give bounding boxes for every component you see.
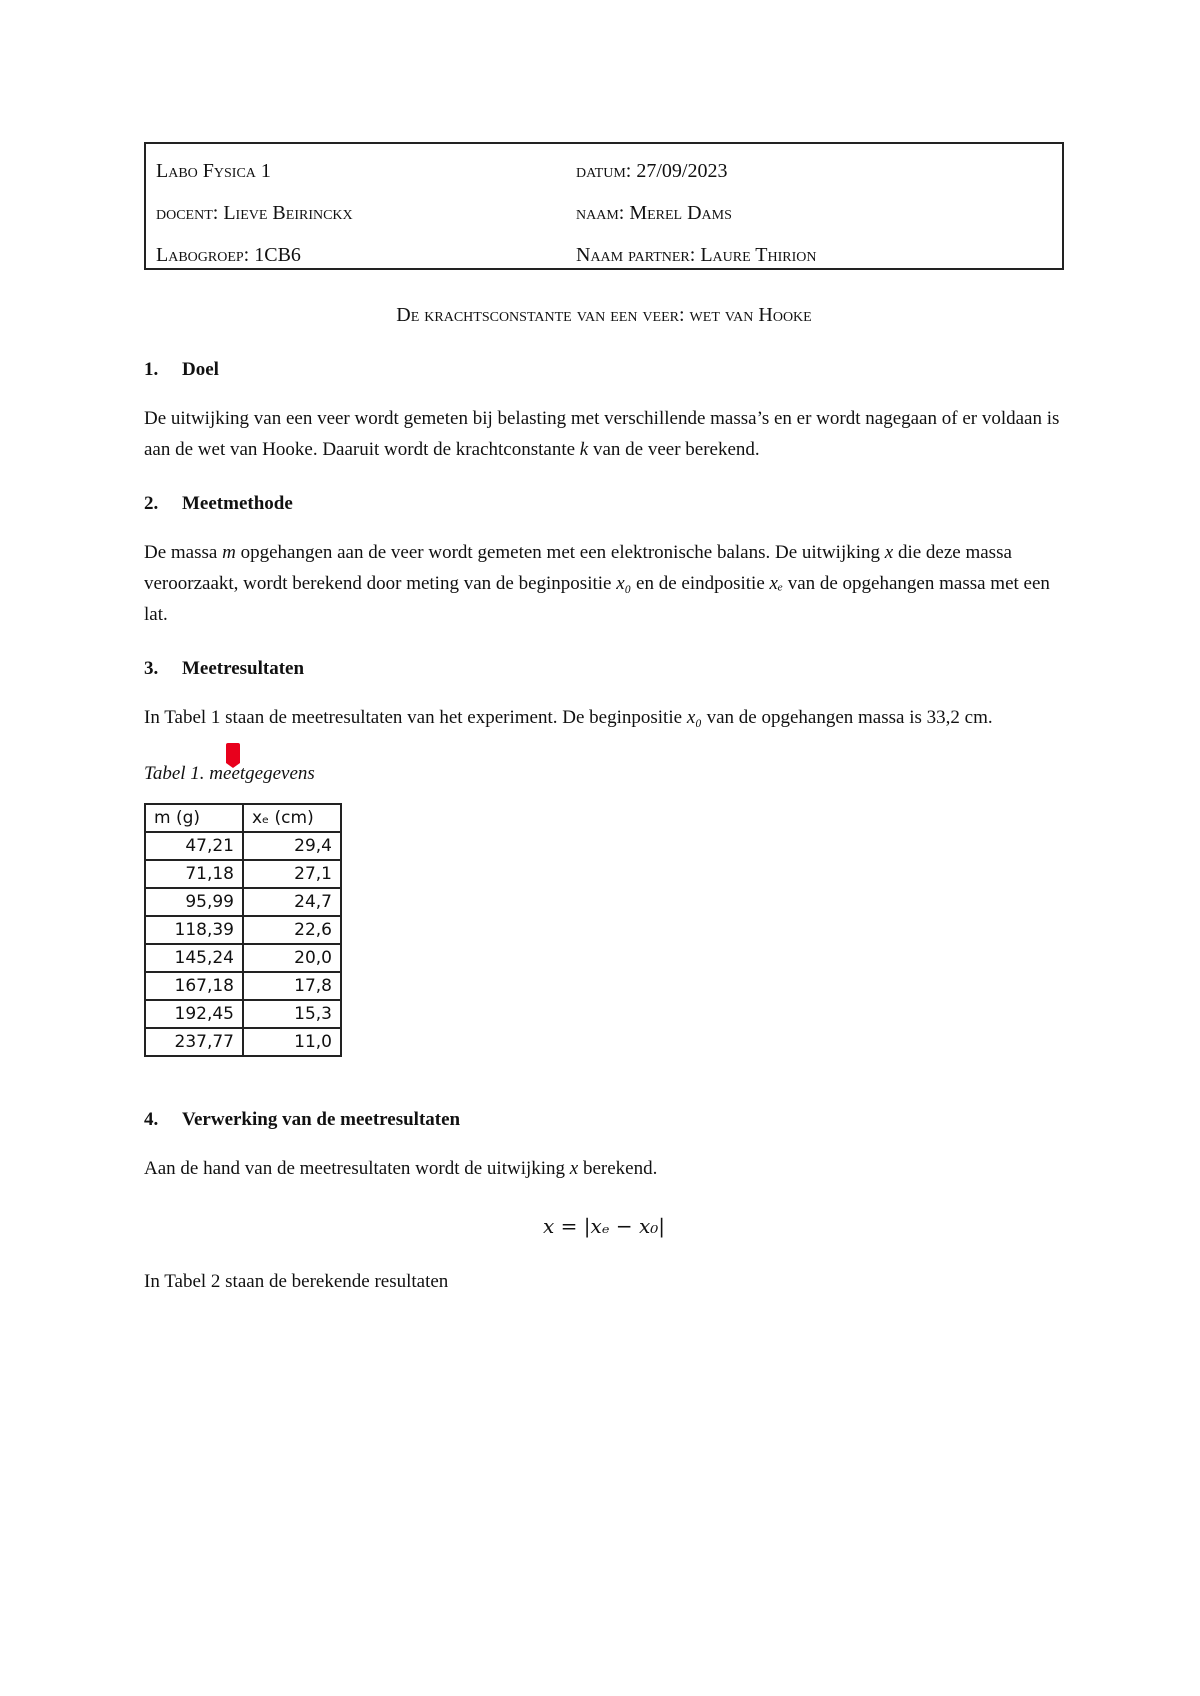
partner-label: Naam partner: Laure Thirion <box>576 243 817 266</box>
section-title: Verwerking van de meetresultaten <box>182 1109 461 1130</box>
header-row-1 <box>156 150 1052 192</box>
teacher-label: docent: Lieve Beirinckx <box>156 201 353 224</box>
cell-position: 22,6 <box>243 916 341 944</box>
table-caption <box>144 763 1064 785</box>
table-row <box>145 944 341 972</box>
displacement-formula: x = |xₑ − x₀| <box>542 1214 666 1238</box>
table-row <box>145 860 341 888</box>
variable-x0: x₀ <box>686 707 702 728</box>
section-number: 2. <box>144 493 159 514</box>
variable-x0: x₀ <box>616 573 632 594</box>
section-heading-meetmethode <box>144 493 1064 515</box>
cell-mass: 167,18 <box>145 972 243 1000</box>
header-row-2 <box>156 192 1052 234</box>
cell-position: 17,8 <box>243 972 341 1000</box>
text-run: De uitwijking van een veer wordt gemeten bij belasting met verschillende massa’s en er wordt nagegaan of er voldaan is aan de wet van Hooke. Daaruit wordt de krachtconstante <box>144 408 1060 460</box>
section-title: Meetresultaten <box>182 658 305 679</box>
table-row <box>145 832 341 860</box>
table-row <box>145 888 341 916</box>
cell-mass: 95,99 <box>145 888 243 916</box>
cell-position: 24,7 <box>243 888 341 916</box>
paragraph-meetresultaten <box>144 702 1064 733</box>
cell-position: 15,3 <box>243 1000 341 1028</box>
text-run: van de veer berekend. <box>588 439 760 460</box>
cell-mass: 118,39 <box>145 916 243 944</box>
table-header-row <box>145 804 341 832</box>
measurement-table <box>144 803 342 1057</box>
paragraph-doel <box>144 403 1064 465</box>
text-run: opgehangen aan de veer wordt gemeten met een elektronische balans. De uitwijking <box>235 542 885 563</box>
student-name-label: naam: Merel Dams <box>576 201 732 224</box>
table-row <box>145 916 341 944</box>
cell-mass: 47,21 <box>145 832 243 860</box>
table-row <box>145 972 341 1000</box>
course-label: Labo Fysica 1 <box>156 159 271 182</box>
comment-marker-icon[interactable] <box>226 743 240 763</box>
cell-mass: 192,45 <box>145 1000 243 1028</box>
section-heading-verwerking <box>144 1109 1064 1131</box>
text-run: In Tabel 1 staan de meetresultaten van het experiment. De beginpositie <box>144 707 687 728</box>
document-title: De krachtsconstante van een veer: wet van Hooke <box>396 304 812 326</box>
paragraph-table2-intro: In Tabel 2 staan de berekende resultaten <box>144 1271 449 1292</box>
cell-position: 27,1 <box>243 860 341 888</box>
text-run: De massa <box>144 542 223 563</box>
variable-m: m <box>222 542 236 563</box>
text-run: Aan de hand van de meetresultaten wordt de uitwijking <box>144 1158 570 1179</box>
variable-k: k <box>579 439 589 460</box>
cell-position: 11,0 <box>243 1028 341 1056</box>
caption-text: Tabel 1. meetgegevens <box>144 763 315 784</box>
section-heading-doel <box>144 359 1064 381</box>
header-row-3 <box>156 234 1052 276</box>
variable-x: x <box>884 542 894 563</box>
cell-mass: 145,24 <box>145 944 243 972</box>
text-run: van de opgehangen massa is 33,2 cm. <box>701 707 993 728</box>
paragraph-verwerking <box>144 1153 1064 1184</box>
section-title: Meetmethode <box>182 493 293 514</box>
variable-x: x <box>569 1158 579 1179</box>
table-row <box>145 1000 341 1028</box>
cell-position: 29,4 <box>243 832 341 860</box>
cell-position: 20,0 <box>243 944 341 972</box>
section-heading-meetresultaten <box>144 658 1064 680</box>
column-header-position: xₑ (cm) <box>243 804 341 832</box>
variable-xe: xₑ <box>769 573 783 594</box>
text-run: berekend. <box>578 1158 658 1179</box>
table-row <box>145 1028 341 1056</box>
section-number: 1. <box>144 359 159 380</box>
text-run: en de eindpositie <box>631 573 770 594</box>
paragraph-meetmethode <box>144 537 1064 630</box>
date-label: datum: 27/09/2023 <box>576 159 728 182</box>
group-label: Labogroep: 1CB6 <box>156 243 301 266</box>
header-box <box>144 142 1064 270</box>
section-number: 4. <box>144 1109 159 1130</box>
cell-mass: 237,77 <box>145 1028 243 1056</box>
document-page <box>144 142 1064 1297</box>
cell-mass: 71,18 <box>145 860 243 888</box>
text-run: van de opgehangen massa met een lat. <box>144 573 1050 625</box>
column-header-mass: m (g) <box>145 804 243 832</box>
text-run: die deze massa veroorzaakt, wordt berekend door meting van de beginpositie <box>144 542 1012 594</box>
section-number: 3. <box>144 658 159 679</box>
section-title: Doel <box>182 359 219 380</box>
